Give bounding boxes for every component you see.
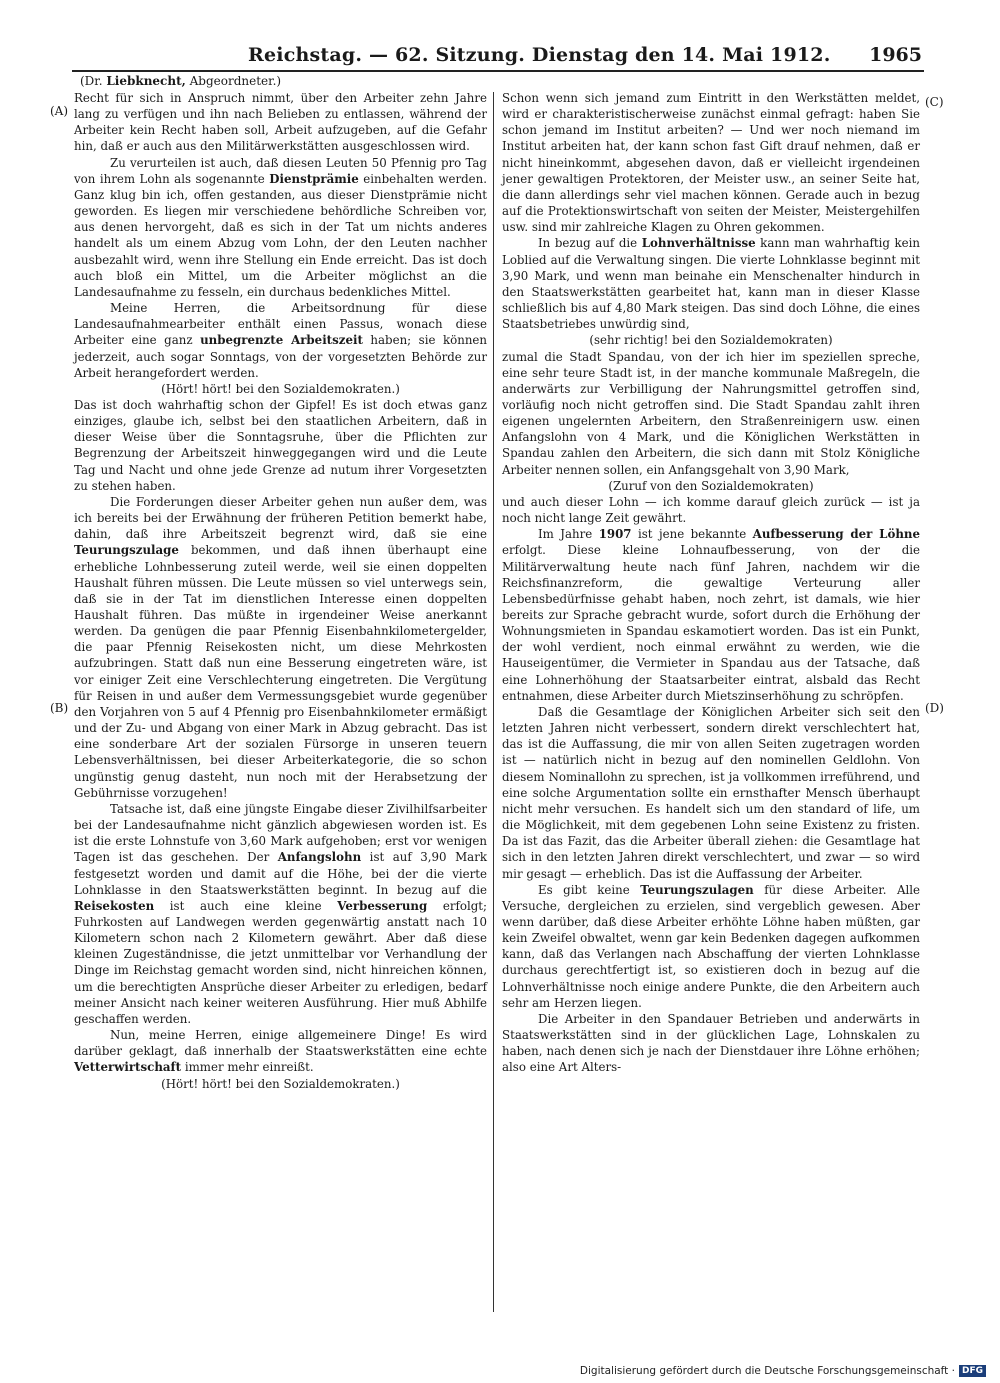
emphasis: Vetterwirtschaft — [74, 1060, 182, 1075]
paragraph: Die Arbeiter in den Spandauer Betrieben und anderwärts in Staatswerkstätten sind in der glücklichen Lage, Lohnskalen zu haben, nach denen sich je nach der Dienstdauer ihre Löhne erhöhen; also eine Art Alters- — [502, 1011, 920, 1075]
paragraph: und auch dieser Lohn — ich komme darauf gleich zurück — ist ja noch nicht lange Zeit gewährt. — [502, 494, 920, 526]
paragraph: In bezug auf die Lohnverhältnisse kann man wahrhaftig kein Loblied auf die Verwaltung singen. Die vierte Lohnklasse beginnt mit 3,90 Mark, und wenn man beinahe ein Menschenalter hindurch in den Staatswerkstätten gearbeitet hat, kann man in dieser Klasse schließlich bis auf 4,80 Mark steigen. Das sind doch Löhne, die eines Staatsbetriebes unwürdig sind, — [502, 236, 920, 332]
speaker-name: Liebknecht, — [106, 74, 186, 88]
emphasis: Anfangslohn — [277, 850, 362, 865]
speaker-line — [80, 74, 281, 88]
footer-text: Digitalisierung gefördert durch die Deutsche Forschungsgemeinschaft · — [579, 1365, 955, 1377]
emphasis: Aufbesserung der Löhne — [752, 527, 920, 542]
column-divider — [493, 92, 494, 1312]
interjection: (Zuruf von den Sozialdemokraten) — [608, 478, 814, 493]
footer-credit — [580, 1365, 986, 1377]
interjection: (Hört! hört! bei den Sozialdemokraten.) — [161, 1076, 400, 1091]
margin-mark-d: (D) — [925, 701, 944, 715]
emphasis: Verbesserung — [337, 898, 428, 913]
emphasis: Teurungszulage — [74, 543, 179, 558]
emphasis: Reisekosten — [74, 898, 155, 913]
paragraph: Meine Herren, die Arbeitsordnung für diese Landesaufnahmearbeiter enthält einen Passus, wonach diese Arbeiter eine ganz unbegrenzte Arbeitszeit haben; sie können jederzeit, auch sogar Sonntags, von der vorgesetzten Behörde zur Arbeit herangefordert werden. — [74, 301, 488, 380]
right-column — [502, 90, 920, 1076]
speaker-prefix: (Dr. — [80, 74, 107, 88]
interjection: (sehr richtig! bei den Sozialdemokraten) — [589, 333, 833, 348]
paragraph: Tatsache ist, daß eine jüngste Eingabe dieser Zivilhilfsarbeiter bei der Landesaufnahme nicht gänzlich abgewiesen worden ist. Es ist die erste Lohnstufe von 3,60 Mark aufgehoben; erst vor wenigen Tagen ist das geschehen. Der Anfangslohn ist auf 3,90 Mark festgesetzt worden und damit auf die Höhe, bei der die vierte Lohnklasse in den Staatswerkstätten beginnt. In bezug auf die Reisekosten ist auch eine kleine Verbesserung erfolgt; Fuhrkosten auf Landwegen werden gegenwärtig anstatt nach 10 Kilometern schon nach 2 Kilometern gewährt. Aber daß diese kleinen Zugeständnisse, die jetzt unmittelbar vor Verhandlung der Dinge im Reichstag gemacht worden sind, nicht hinreichen können, um die berechtigten Ansprüche dieser Arbeiter zu erledigen, bedarf meiner Ansicht nach keiner weiteren Ausführung. Hier muß Abhilfe geschaffen werden. — [74, 801, 487, 1026]
paragraph: Recht für sich in Anspruch nimmt, über den Arbeiter zehn Jahre lang zu verfügen und ihn nach Belieben zu entlassen, während der Arbeiter kein Recht haben soll, Arbeit aufzugeben, auf die Gefahr hin, daß er auch aus den Militärwerkstätten ausgeschlossen wird. — [74, 91, 487, 154]
page-number: 1965 — [869, 44, 922, 66]
running-title: Reichstag. — 62. Sitzung. Dienstag den 14. Mai 1912. — [248, 44, 831, 66]
paragraph: Nun, meine Herren, einige allgemeinere Dinge! Es wird darüber geklagt, daß innerhalb der Staatswerkstätten eine echte Vetterwirtschaft immer mehr einreißt. — [74, 1028, 487, 1075]
paragraph: Daß die Gesamtlage der Königlichen Arbeiter sich seit den letzten Jahren nicht verbessert, sondern direkt verschlechtert hat, das ist die Auffassung, die mir von allen Seiten zugetragen worden ist — natürlich nicht in bezug auf den nominellen Geldlohn. Von diesem Nominallohn zu sprechen, ist ja vollkommen irreführend, und eine solche Argumentation sollte ein ernsthafter Mensch überhaupt nicht mehr versuchen. Es handelt sich um den standard of life, um die Möglichkeit, mit dem gegebenen Lohn seine Existenz zu fristen. Da ist das Fazit, das die Arbeiter überall ziehen: die Gesamtlage hat sich in den letzten Jahren direkt verschlechtert, und zwar — so wird mir gesagt — erheblich. Das ist die Auffassung der Arbeiter. — [502, 704, 920, 881]
emphasis: Lohnverhältnisse — [641, 236, 756, 251]
emphasis: Teurungszulagen — [640, 882, 754, 897]
paragraph: Im Jahre 1907 ist jene bekannte Aufbesserung der Löhne erfolgt. Diese kleine Lohnaufbesserung, von der die Militärverwaltung heute nach fünf Jahren, nachdem wir die Reichsfinanzreform, die gewaltige Verteurung aller Lebensbedürfnisse gehabt haben, noch zehrt, ist damals, wie hier bereits zur Sprache gebracht wurde, sofort durch die Erhöhung der Wohnungsmieten in Spandau eskamotiert worden. Das ist ein Punkt, der wohl verdient, noch einmal erwähnt zu werden, wie die Hauseigentümer, die Vermieter in Spandau aus der Tatsache, daß eine Lohnerhöhung der Staatsarbeiter eintrat, alsbald das Recht entnahmen, diese Arbeiter durch Mietszinserhöhung zu schröpfen. — [502, 527, 920, 703]
emphasis: Dienstprämie — [269, 171, 359, 186]
emphasis: 1907 — [598, 527, 632, 542]
margin-mark-b: (B) — [50, 701, 69, 715]
left-column — [74, 90, 487, 1092]
dfg-logo: DFG — [959, 1365, 986, 1377]
paragraph: Die Forderungen dieser Arbeiter gehen nun außer dem, was ich bereits bei der Erwähnung der früheren Petition bemerkt habe, dahin, daß ihre Arbeitszeit begrenzt wird, daß sie eine Teurungszulage bekommen, und daß ihnen überhaupt eine erhebliche Lohnbesserung zuteil werde, weil sie einen doppelten Haushalt führen müssen. Die Leute müssen so viel unterwegs sein, daß sie in der Tat im dienstlichen Interesse einen doppelten Haushalt führen. Das müßte in irgendeiner Weise anerkannt werden. Da genügen die paar Pfennig Eisenbahnkilometergelder, die paar Pfennig Reisekosten nicht, um diese Mehrkosten aufzubringen. Statt daß nun eine Besserung eingetreten wäre, ist vor einiger Zeit eine Verschlechterung eingetreten. Die Vergütung für Reisen in und außer dem Vermessungsgebiet wurde gegenüber den Vorjahren von 5 auf 4 Pfennig pro Eisenbahnkilometer ermäßigt und der Zu- und Abgang von einer Mark in Abzug gebracht. Das ist eine sonderbare Art der sozialen Fürsorge in unseren teuern Lebensverhältnissen, bei dieser Arbeiterkategorie, die so schon ungünstig genug dasteht, nun noch mit der Herabsetzung der Gebührnisse vorzugehen! — [74, 494, 487, 800]
margin-mark-c: (C) — [925, 95, 944, 109]
emphasis: unbegrenzte Arbeitszeit — [200, 333, 363, 348]
header-rule — [72, 70, 924, 72]
paragraph: Zu verurteilen ist auch, daß diesen Leuten 50 Pfennig pro Tag von ihrem Lohn als sogenannte Dienstprämie einbehalten werden. Ganz klug bin ich, offen gestanden, aus dieser Dienstprämie nicht geworden. Es liegen mir verschiedene behördliche Schreiben vor, aus denen hervorgeht, daß es sich in der Tat um nichts anderes handelt als um einem Abzug vom Lohn, der den Leuten nachher ausbezahlt wird, wenn ihre Stellung ein Ende erreicht. Das ist doch auch bloß ein Mittel, um die Arbeiter möglichst an die Landesaufnahme zu fesseln, ein durchaus bedenkliches Mittel. — [74, 155, 487, 299]
paragraph: Das ist doch wahrhaftig schon der Gipfel! Es ist doch etwas ganz einziges, glaube ich, selbst bei den staatlichen Arbeitern, daß in dieser Weise über die Sonntagsruhe, über die Pflichten zur Begrenzung der Arbeitszeit hinweggegangen wird und die Leute Tag und Nacht und ohne jede Grenze ad nutum ihrer Vorgesetzten zu stehen haben. — [74, 397, 487, 493]
speaker-role: Abgeordneter.) — [185, 74, 282, 88]
paragraph: Es gibt keine Teurungszulagen für diese Arbeiter. Alle Versuche, dergleichen zu erzielen, sind vergeblich gewesen. Aber wenn darüber, daß diese Arbeiter erhöhte Löhne haben müßten, gar kein Zweifel obwaltet, wenn gar kein Bedenken dagegen aufkommen kann, daß das Verlangen nach Abschaffung der vierten Lohnklasse durchaus gerechtfertigt ist, so existieren doch in bezug auf die Lohnverhältnisse noch einige andere Punkte, die den Arbeitern auch sehr am Herzen liegen. — [502, 882, 920, 1010]
margin-mark-a: (A) — [50, 104, 69, 118]
interjection: (Hört! hört! bei den Sozialdemokraten.) — [161, 381, 400, 396]
page-header — [0, 0, 1000, 70]
paragraph: Schon wenn sich jemand zum Eintritt in den Werkstätten meldet, wird er charakteristischerweise zunächst einmal gefragt: haben Sie schon jemand im Institut arbeiten? — Und wer noch niemand im Institut arbeiten hat, der kann schon fast Gift drauf nehmen, daß er nicht hineinkommt, abgesehen davon, daß er vielleicht irgendeinen jener gewaltigen Protektoren, der Meister usw., an seiner Seite hat, die dann allerdings sehr viel machen können. Gerade auch in bezug auf die Protektionswirtschaft von seiten der Meister, Meistergehilfen usw. sind mir zahlreiche Klagen zu Ohren gekommen. — [502, 91, 920, 235]
paragraph: zumal die Stadt Spandau, von der ich hier im speziellen spreche, eine sehr teure Stadt ist, in der manche kommunale Maßregeln, die anderwärts zur Verbilligung der Nahrungsmittel getroffen sind, vorläufig noch nicht getroffen sind. Die Stadt Spandau zahlt ihren eigenen ungelernten Arbeitern, den Straßenreinigern usw. einen Anfangslohn von 4 Mark, und die Königlichen Werkstätten in Spandau zahlen den Arbeitern, die sich dann mit Stolz Königliche Arbeiter nennen sollen, ein Anfangsgehalt von 3,90 Mark, — [502, 349, 920, 477]
